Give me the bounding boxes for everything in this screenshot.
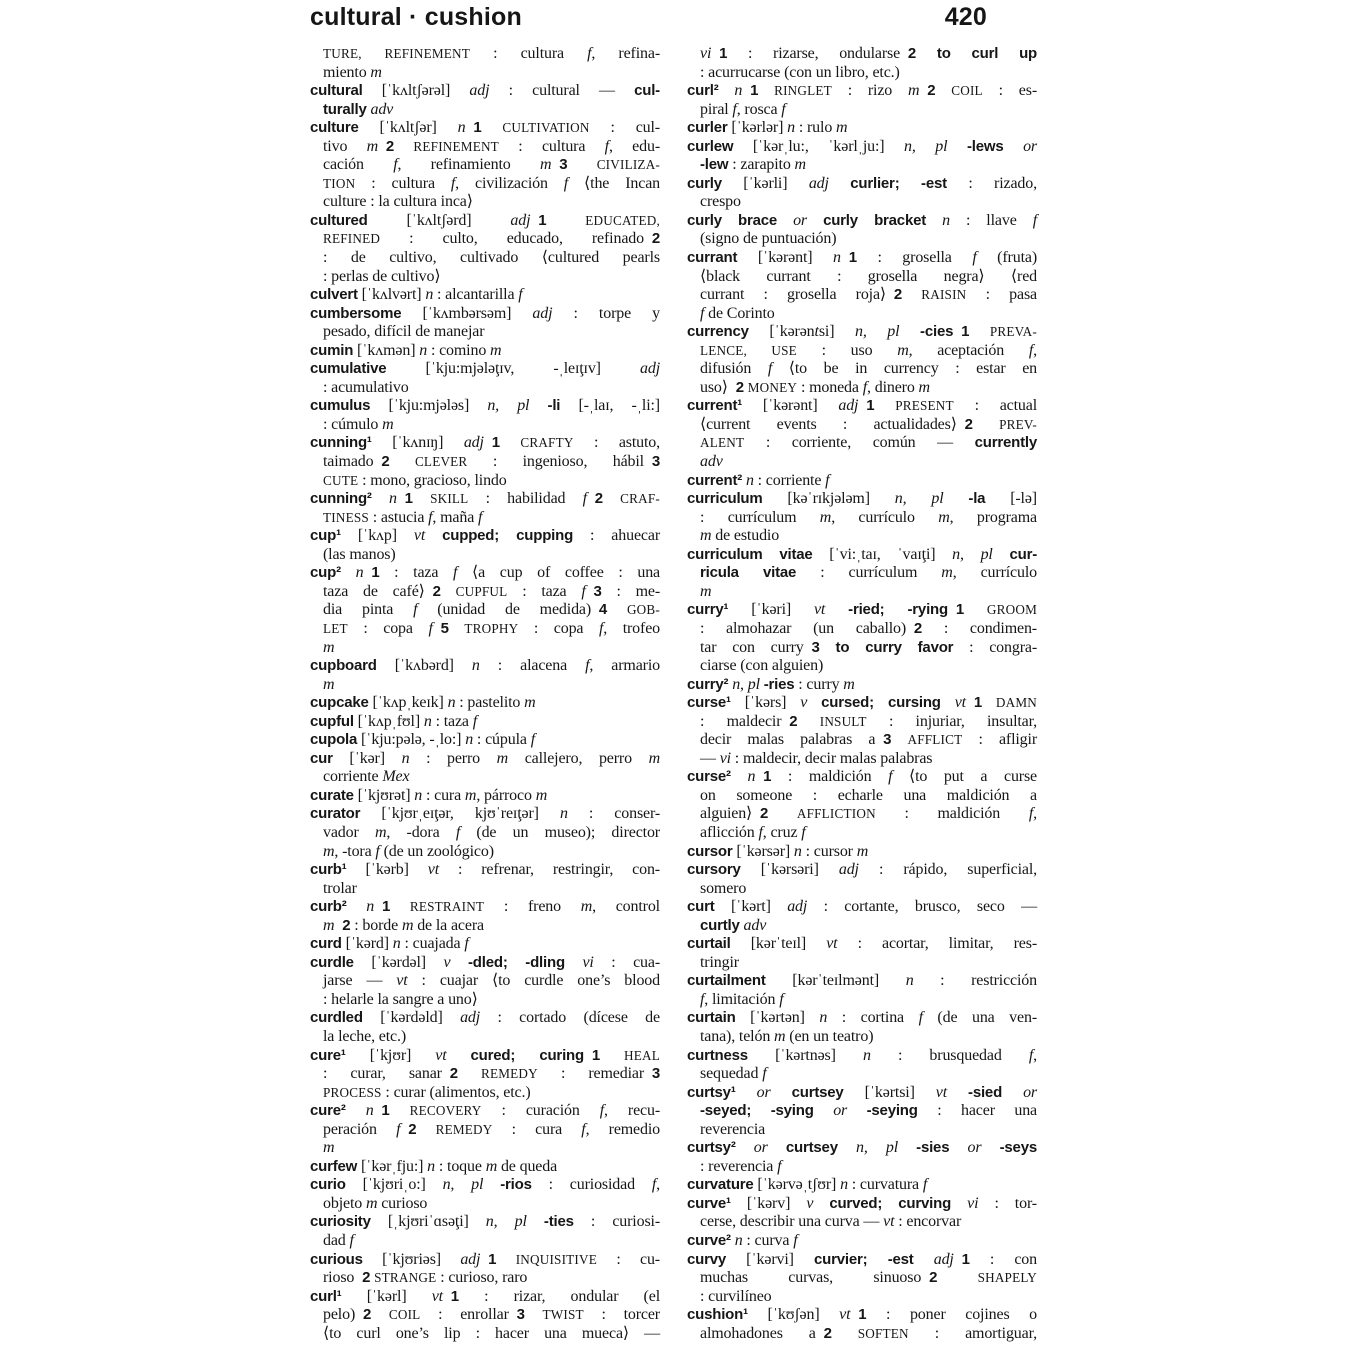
text-line: : perlas de cultivo⟩ [323,267,441,285]
text-line: m, -tora f (de un zoológico) [323,842,494,860]
text-line: curly brace or curly bracket n : llave f [687,211,1037,229]
text-line: curtness [ˈkərtnəs] n : brusquedad f, [687,1046,1038,1064]
text-line: curriculum vitae [ˈvi:ˌtaɪ, ˈvaɪţi] n, pl cur- [687,545,1038,563]
text-line: peración f 2 REMEDY : cura f, remedio [323,1120,661,1138]
text-line: vador m, -dora f (de un museo); director [323,823,660,841]
text-line: curvature [ˈkərvəˌtʃʊr] n : curvatura f [687,1176,928,1194]
dictionary-entry [310,1251,660,1288]
dictionary-entry [310,212,660,286]
text-line: uso⟩ 2 MONEY : moneda f, dinero m [700,378,930,396]
dictionary-entry [310,935,660,954]
dictionary-entry [687,397,1037,471]
text-line: : maldecir 2 INSULT : injuriar, insultar, [700,712,1037,730]
text-line: curd [ˈkərd] n : cuajada f [310,935,469,953]
text-line: trolar [323,879,357,897]
dictionary-entry [310,787,660,806]
dictionary-entry [310,305,660,342]
text-line: (las manos) [323,545,396,563]
text-line: culture : la cultura inca⟩ [323,193,473,211]
left-column [310,45,660,1343]
text-line: ⟨black currant : grosella negra⟩ ⟨red [700,267,1037,285]
text-line: curl¹ [ˈkərl] vt 1 : rizar, ondular (el [310,1287,660,1305]
text-line: curve¹ [ˈkərv] v curved; curving vi : tor- [687,1194,1037,1212]
text-line: curry² n, pl -ries : curry m [687,675,855,693]
text-line: rioso 2 STRANGE : curioso, raro [323,1269,528,1287]
text-line: cumin [ˈkʌmən] n : comino m [310,341,502,359]
text-line: curate [ˈkjʊrət] n : cura m, párroco m [310,786,548,804]
text-line: f de Corinto [700,304,775,322]
dictionary-entry [310,434,660,490]
text-line: : almohazar (un caballo) 2 : condimen- [700,619,1037,637]
dictionary-entry [310,286,660,305]
text-line: miento m [323,63,382,81]
text-line: cupcake [ˈkʌpˌkeɪk] n : pastelito m [310,694,536,712]
dictionary-entry [310,861,660,898]
text-line: TINESS : astucia f, maña f [323,508,483,526]
dictionary-entry [310,750,660,787]
dictionary-entry [310,731,660,750]
text-line: curvy [ˈkərvi] curvier; -est adj 1 : con [687,1250,1037,1268]
text-line: cultural [ˈkʌltʃərəl] adj : cultural — cul- [310,82,660,100]
text-line: curse² n 1 : maldición f ⟨to put a curse [687,768,1037,786]
dictionary-entry [687,1009,1037,1046]
text-line: curtly adv [700,916,767,934]
text-line: ciarse (con alguien) [700,657,824,675]
text-line: cup² n 1 : taza f ⟨a cup of coffee : una [310,564,660,582]
dictionary-entry [310,1176,660,1213]
text-line: current² n : corriente f [687,471,830,489]
dictionary-entry [687,472,1037,491]
dictionary-entry [310,805,660,861]
text-line: curtsy² or curtsey n, pl -sies or -seys [687,1139,1037,1157]
text-line: f, limitación f [700,990,784,1008]
dictionary-entry [310,1102,660,1158]
text-line: cur [ˈkər] n : perro m callejero, perro m [310,749,660,767]
text-line: CUTE : mono, gracioso, lindo [323,471,507,489]
text-line: curve² n : curva f [687,1232,798,1249]
dictionary-entry [687,1195,1037,1232]
text-line: muchas curvas, sinuoso 2 SHAPELY [700,1269,1037,1287]
dictionary-entry [687,1047,1037,1084]
text-line: aflicción f, cruz f [700,823,806,841]
dictionary-entry [310,1047,660,1103]
text-line: : acurrucarse (con un libro, etc.) [700,63,900,81]
dictionary-entry [310,657,660,694]
text-line: reverencia [700,1120,766,1138]
text-line: turally adv [323,100,394,118]
dictionary-entry [687,972,1037,1009]
text-line: objeto m curioso [323,1194,428,1212]
text-line: ⟨current events : actualidades⟩ 2 PREV- [700,415,1037,433]
right-column [687,45,1037,1343]
text-line: crespo [700,193,741,211]
dictionary-entry [310,45,660,82]
text-line: tar con curry 3 to curry favor : congra- [700,638,1037,656]
text-line: curb¹ [ˈkərb] vt : refrenar, restringir, con- [310,861,660,879]
text-line: cación f, refinamiento m 3 CIVILIZA- [323,156,661,174]
text-line: LENCE, USE : uso m, aceptación f, [700,341,1038,359]
text-line: TION : cultura f, civilización f ⟨the Incan [323,174,661,192]
text-line: la leche, etc.) [323,1027,407,1045]
dictionary-entry [310,564,660,657]
text-line: (signo de puntuación) [700,230,837,248]
dictionary-entry [687,119,1037,138]
text-line: alguien⟩ 2 AFFLICTION : maldición f, [700,805,1037,823]
text-line: on someone : echarle una maldición a [700,786,1037,804]
text-line: m [323,638,335,656]
text-line: curdle [ˈkərdəl] v -dled; -dling vi : cua- [310,953,661,971]
text-line: cunning¹ [ˈkʌnɪŋ] adj 1 CRAFTY : astuto, [310,434,660,452]
text-line: REFINED : culto, educado, refinado 2 [323,230,660,248]
text-line: pesado, difícil de manejar [323,323,485,341]
text-line: : helarle la sangre a uno⟩ [323,990,478,1008]
text-line: curriculum [kəˈrɪkjələm] n, pl -la [-lə] [687,490,1037,508]
text-line: curious [ˈkjʊriəs] adj 1 INQUISITIVE : cu- [310,1250,660,1268]
dictionary-entry [687,861,1037,898]
text-line: curio [ˈkjʊriˌo:] n, pl -rios : curiosidad f, [310,1176,660,1194]
text-line: currant : grosella roja⟩ 2 RAISIN : pasa [700,286,1037,304]
text-line: : curar, sanar 2 REMEDY : remediar 3 [323,1065,660,1083]
text-line: TURE, REFINEMENT : cultura f, refina- [323,45,660,62]
dictionary-entry [310,490,660,527]
dictionary-entry [310,954,660,1010]
text-line: taimado 2 CLEVER : ingenioso, hábil 3 [323,453,660,471]
text-line: curt [ˈkərt] adj : cortante, brusco, seco — [687,898,1037,916]
dictionary-entry [687,843,1037,862]
text-line: curtain [ˈkərtən] n : cortina f (de una ven- [687,1009,1038,1027]
text-line: m 2 : borde m de la acera [323,916,484,934]
text-line: cursor [ˈkərsər] n : cursor m [687,842,869,860]
text-line: current¹ [ˈkərənt] adj 1 PRESENT : actual [687,397,1037,415]
dictionary-entry [687,212,1037,249]
dictionary-entry [310,713,660,732]
text-line: : curvilíneo [700,1287,772,1305]
text-line: PROCESS : curar (alimentos, etc.) [323,1083,531,1101]
dictionary-entry [687,45,1037,82]
dictionary-entry [687,935,1037,972]
text-line: m [323,675,335,693]
text-line: adv [700,453,723,471]
text-line: difusión f ⟨to be in currency : estar en [700,360,1037,378]
text-line: m [700,582,712,600]
text-line: cursory [ˈkərsəri] adj : rápido, superficial, [687,861,1037,879]
text-line: decir malas palabras a 3 AFFLICT : afligir [700,731,1037,749]
dictionary-entry [310,527,660,564]
text-line: m [323,1139,335,1157]
dictionary-entry [687,82,1037,119]
text-line: vi 1 : rizarse, ondularse 2 to curl up [700,45,1037,62]
dictionary-entry [687,175,1037,212]
text-line: dad f [323,1232,354,1249]
text-line: curry¹ [ˈkəri] vt -ried; -rying 1 GROOM [687,601,1037,619]
dictionary-entry [687,1232,1037,1251]
text-line: cumbersome [ˈkʌmbərsəm] adj : torpe y [310,304,660,322]
text-line: ALENT : corriente, común — currently [700,434,1037,452]
dictionary-entry [687,1306,1037,1343]
text-line: -seyed; -sying or -seying : hacer una [700,1102,1037,1120]
text-line: cure¹ [ˈkjʊr] vt cured; curing 1 HEAL [310,1046,660,1064]
dictionary-entry [687,1251,1037,1307]
text-line: curly [ˈkərli] adj curlier; -est : rizado, [687,174,1037,192]
text-line: ⟨to curl one’s lip : hacer una mueca⟩ — [323,1324,660,1342]
text-line: curdled [ˈkərdəld] adj : cortado (dícese de [310,1009,660,1027]
dictionary-entry [310,694,660,713]
dictionary-entry [687,546,1037,602]
text-line: cunning² n 1 SKILL : habilidad f 2 CRAF- [310,490,660,508]
text-line: : de cultivo, cultivado ⟨cultured pearls [323,249,660,267]
text-line: culvert [ˈkʌlvərt] n : alcantarilla f [310,286,523,304]
dictionary-entry [310,1288,660,1344]
text-line: currency [ˈkərəntsi] n, pl -cies 1 PREVA- [687,323,1037,341]
text-line: culture [ˈkʌltʃər] n 1 CULTIVATION : cul- [310,119,660,137]
text-line: : cúmulo m [323,415,394,433]
text-line: cup¹ [ˈkʌp] vt cupped; cupping : ahuecar [310,527,660,545]
dictionary-entry [687,1176,1037,1195]
text-line: curler [ˈkərlər] n : rulo m [687,119,848,137]
dictionary-entry [687,601,1037,675]
text-line: : currículum m, currículo m, programa [700,508,1037,526]
dictionary-entry [310,342,660,361]
text-line: pelo) 2 COIL : enrollar 3 TWIST : torcer [323,1306,660,1324]
text-line: curator [ˈkjʊrˌeɪţər, kjʊˈreɪţər] n : conser- [310,805,661,823]
text-line: ricula vitae : currículum m, currículo [700,564,1037,582]
dictionary-entry [310,1158,660,1177]
text-line: almohadones a 2 SOFTEN : amortiguar, [700,1324,1037,1342]
text-line: cupboard [ˈkʌbərd] n : alacena f, armario [310,657,661,675]
page-header [310,2,1037,34]
text-line: curtail [kərˈteɪl] vt : acortar, limitar, res- [687,935,1037,953]
text-line: somero [700,879,747,897]
dictionary-entry [310,397,660,434]
dictionary-entry [310,1009,660,1046]
dictionary-entry [310,1213,660,1250]
text-line: cumulative [ˈkju:mjələţɪv, -ˌleɪţɪv] adj [310,360,660,378]
text-line: tivo m 2 REFINEMENT : cultura f, edu- [323,137,660,155]
dictionary-entry [687,676,1037,695]
dictionary-entry [687,490,1037,546]
text-line: taza de café⟩ 2 CUPFUL : taza f 3 : me- [323,582,661,600]
guide-words: cultural · cushion [310,3,522,31]
text-line: curfew [ˈkərˌfju:] n : toque m de queda [310,1157,558,1175]
text-line: curse¹ [ˈkərs] v cursed; cursing vt 1 DAMN [687,694,1038,712]
text-line: cumulus [ˈkju:mjələs] n, pl -li [-ˌlaɪ, -ˌli:] [310,397,660,415]
text-line: cupful [ˈkʌpˌfʊl] n : taza f [310,712,478,730]
text-columns [310,45,1037,1343]
dictionary-entry [687,898,1037,935]
dictionary-entry [310,119,660,212]
dictionary-entry [687,1139,1037,1176]
page-number: 420 [944,3,987,31]
text-line: cure² n 1 RECOVERY : curación f, recu- [310,1102,660,1120]
text-line: sequedad f [700,1065,767,1083]
text-line: m de estudio [700,527,780,545]
text-line: -lew : zarapito m [700,156,806,174]
text-line: jarse — vt : cuajar ⟨to curdle one’s blood [323,972,660,990]
text-line: curtsy¹ or curtsey [ˈkərtsi] vt -sied or [687,1083,1037,1101]
text-line: — vi : maldecir, decir malas palabras [700,749,933,767]
text-line: : reverencia f [700,1157,782,1175]
text-line: corriente Mex [323,768,410,786]
text-line: dia pinta f (unidad de medida) 4 GOB- [323,601,660,619]
text-line: curlew [ˈkərˌlu:, ˈkərlˌju:] n, pl -lews or [687,137,1038,155]
text-line: curtailment [kərˈteɪlmənt] n : restricción [687,972,1037,990]
text-line: cultured [ˈkʌltʃərd] adj 1 EDUCATED, [310,211,660,229]
dictionary-entry [687,694,1037,768]
dictionary-entry [687,138,1037,175]
text-line: cupola [ˈkju:pələ, -ˌlo:] n : cúpula f [310,731,535,749]
dictionary-entry [687,249,1037,323]
text-line: curiosity [ˌkjʊriˈɑsəţi] n, pl -ties : curiosi- [310,1213,660,1231]
text-line: cerse, describir una curva — vt : encorvar [700,1213,962,1231]
dictionary-entry [687,1084,1037,1140]
text-line: LET : copa f 5 TROPHY : copa f, trofeo [323,619,661,637]
text-line: tringir [700,953,739,971]
dictionary-entry [687,768,1037,842]
text-line: currant [ˈkərənt] n 1 : grosella f (fruta) [687,249,1037,267]
text-line: tana), telón m (en un teatro) [700,1027,874,1045]
text-line: : acumulativo [323,378,409,396]
dictionary-entry [310,360,660,397]
text-line: curl² n 1 RINGLET : rizo m 2 COIL : es- [687,82,1038,100]
text-line: cushion¹ [ˈkʊʃən] vt 1 : poner cojines o [687,1306,1038,1324]
page-content [310,0,1037,1343]
text-line: piral f, rosca f [700,100,786,118]
text-line: curb² n 1 RESTRAINT : freno m, control [310,898,660,916]
dictionary-entry [310,82,660,119]
dictionary-entry [310,898,660,935]
dictionary-entry [687,323,1037,397]
